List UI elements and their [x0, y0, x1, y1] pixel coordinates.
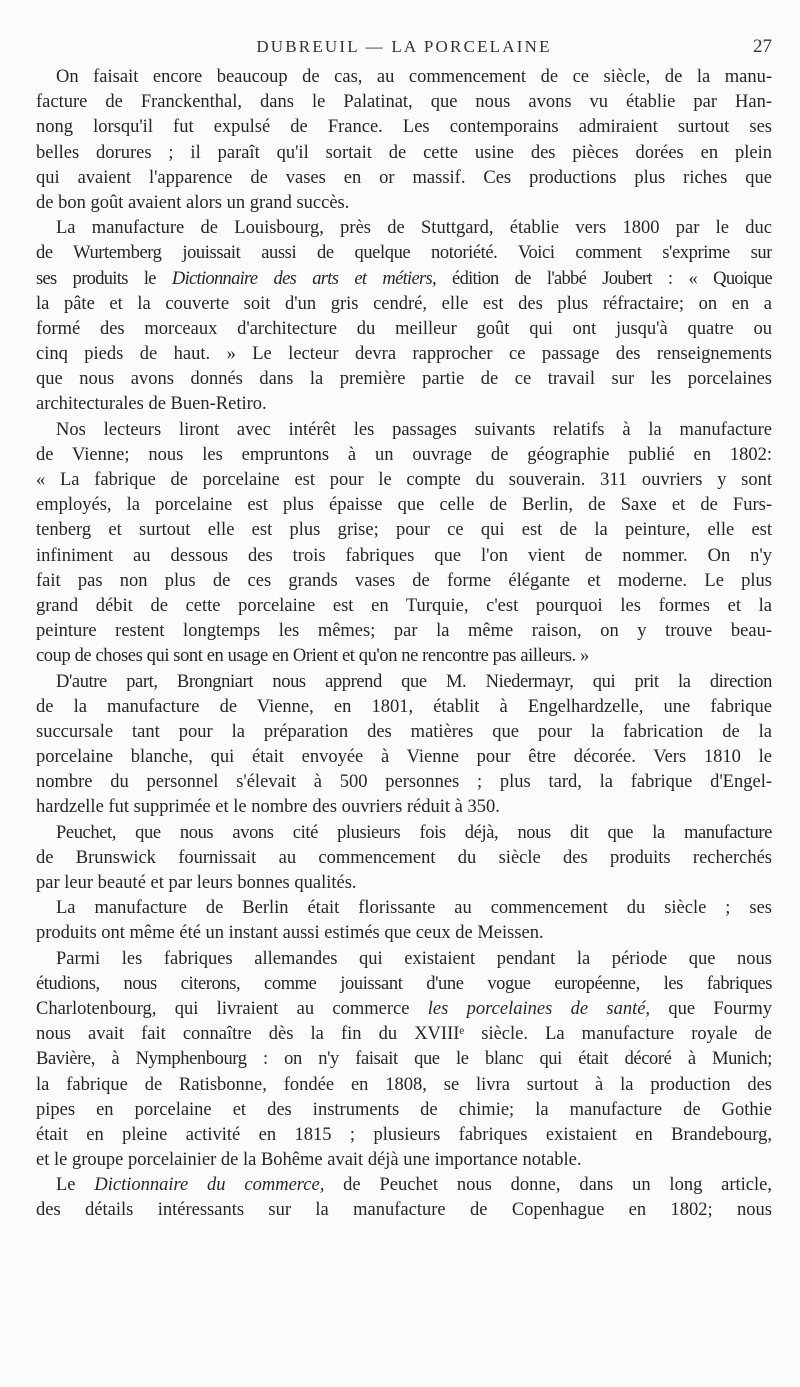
italic-title: Dictionnaire des arts et métiers, — [171, 268, 436, 289]
paragraph-franckenthal — [36, 65, 772, 216]
text-line: de Brunswick fournissait au commencement du siècle des produits recherchés — [36, 847, 772, 868]
text-line: employés, la porcelaine est plus épaisse que celle de Berlin, de Saxe et de Furs- — [36, 495, 772, 516]
text-line: était en pleine activité en 1815 ; plusieurs fabriques existaient en Brandebourg, — [36, 1124, 772, 1145]
paragraph-louisbourg — [36, 216, 772, 418]
text-line: cinq pieds de haut. » Le lecteur devra rapprocher ce passage des renseignements — [36, 344, 772, 365]
paragraph-berlin — [36, 896, 772, 946]
text-line: de Wurtemberg jouissait aussi de quelque notoriété. Voici comment s'exprime sur — [36, 243, 772, 264]
text-line: peinture restent longtemps les mêmes; par la même raison, on y trouve beau- — [36, 621, 772, 642]
text-line: La manufacture de Louisbourg, près de Stuttgard, établie vers 1800 par le duc — [56, 218, 772, 239]
text-line: succursale tant pour la préparation des matières que pour la fabrication de la — [36, 721, 772, 742]
text-line: Parmi les fabriques allemandes qui existaient pendant la période que nous — [56, 948, 772, 969]
text-line: D'autre part, Brongniart nous apprend que M. Niedermayr, qui prit la direction — [56, 671, 772, 692]
text-line: Nos lecteurs liront avec intérêt les passages suivants relatifs à la manufacture — [56, 419, 772, 440]
paragraph-copenhague — [36, 1173, 772, 1223]
text-line: la fabrique de Ratisbonne, fondée en 1808, se livra surtout à la production des — [36, 1074, 772, 1095]
paragraph-vienne — [36, 418, 772, 670]
text-line: de bon goût avaient alors un grand succès. — [36, 192, 350, 213]
paragraph-brunswick — [36, 821, 772, 897]
text-line: grand débit de cette porcelaine est en Turquie, c'est pourquoi les formes et la — [36, 595, 772, 616]
text-line: de Vienne; nous les empruntons à un ouvrage de géographie publié en 1802: — [36, 444, 772, 465]
text-line: et le groupe porcelainier de la Bohême avait déjà une importance notable. — [36, 1150, 582, 1171]
text-line: coup de choses qui sont en usage en Orient et qu'on ne rencontre pas ailleurs. » — [36, 646, 589, 667]
text-line: nong lorsqu'il fut expulsé de France. Les contemporains admiraient surtout ses — [36, 117, 772, 138]
text-line: architecturales de Buen-Retiro. — [36, 394, 267, 415]
body-text — [36, 65, 772, 1375]
text-line: infiniment au dessous des trois fabriques que l'on vient de nommer. On n'y — [36, 545, 772, 566]
text-line: que nous avons donnés dans la première partie de ce travail sur les porcelaines — [36, 369, 772, 390]
text-line: qui avaient l'apparence de vases en or massif. Ces productions plus riches que — [36, 167, 772, 188]
text-run: que Fourmy — [650, 998, 772, 1019]
text-line: la pâte et la couverte soit d'un gris cendré, elle est des plus réfractaire; on en a — [36, 293, 772, 314]
text-line: tenberg et surtout elle est plus grise; pour ce qui est de la peinture, elle est — [36, 520, 772, 541]
page-number: 27 — [753, 36, 772, 57]
text-line-mixed — [36, 267, 772, 292]
paragraph-fabriques-allemandes — [36, 947, 772, 1174]
italic-term: les porcelaines de santé, — [427, 998, 651, 1019]
text-line: « La fabrique de porcelaine est pour le compte du souverain. 311 ouvriers y sont — [36, 470, 772, 490]
text-line: porcelaine blanche, qui était envoyée à Vienne pour être décorée. Vers 1810 le — [36, 747, 772, 768]
text-line: étudions, nous citerons, comme jouissant d'une vogue européenne, les fabriques — [36, 973, 772, 994]
text-line: par leur beauté et par leurs bonnes qualités. — [36, 873, 357, 893]
text-line: Bavière, à Nymphenbourg : on n'y faisait que le blanc qui était décoré à Munich; — [36, 1049, 772, 1070]
text-run: ses produits le — [36, 268, 172, 289]
text-line: hardzelle fut supprimée et le nombre des ouvriers réduit à 350. — [36, 797, 500, 818]
italic-title: Dictionnaire du commerce, — [94, 1175, 325, 1196]
text-line: La manufacture de Berlin était florissante au commencement du siècle ; ses — [56, 898, 772, 919]
text-line: de la manufacture de Vienne, en 1801, établit à Engelhardzelle, une fabrique — [36, 696, 772, 717]
text-line: On faisait encore beaucoup de cas, au commencement de ce siècle, de la manu- — [56, 67, 772, 87]
text-run: Charlotenbourg, qui livraient au commerce — [36, 998, 428, 1019]
text-run: Le — [56, 1175, 95, 1196]
text-line: belles dorures ; il paraît qu'il sortait de cette usine des pièces dorées en plein — [36, 142, 772, 163]
running-title: DUBREUIL — LA PORCELAINE — [256, 37, 552, 56]
text-line: nombre du personnel s'élevait à 500 personnes ; plus tard, la fabrique d'Engel- — [36, 772, 772, 793]
running-header — [36, 32, 772, 62]
text-line: produits ont même été un instant aussi estimés que ceux de Meissen. — [36, 923, 544, 944]
text-run: de Peuchet nous donne, dans un long article, — [324, 1175, 772, 1196]
text-line-mixed — [36, 997, 772, 1022]
text-line-mixed — [36, 1173, 772, 1198]
text-line: facture de Franckenthal, dans le Palatinat, que nous avons vu établie par Han- — [36, 92, 772, 113]
text-line: formé des morceaux d'architecture du meilleur goût qui ont jusqu'à quatre ou — [36, 318, 772, 339]
text-line: Peuchet, que nous avons cité plusieurs fois déjà, nous dit que la manufacture — [56, 822, 772, 843]
text-run: édition de l'abbé Joubert : « Quoique — [435, 268, 772, 289]
text-line: fait pas non plus de ces grands vases de forme élégante et moderne. Le plus — [36, 570, 772, 591]
paragraph-brongniart — [36, 670, 772, 821]
text-line: pipes en porcelaine et des instruments de chimie; la manufacture de Gothie — [36, 1099, 772, 1120]
text-line: des détails intéressants sur la manufacture de Copenhague en 1802; nous — [36, 1200, 772, 1221]
text-line: nous avait fait connaître dès la fin du XVIIIᵉ siècle. La manufacture royale de — [36, 1024, 772, 1045]
